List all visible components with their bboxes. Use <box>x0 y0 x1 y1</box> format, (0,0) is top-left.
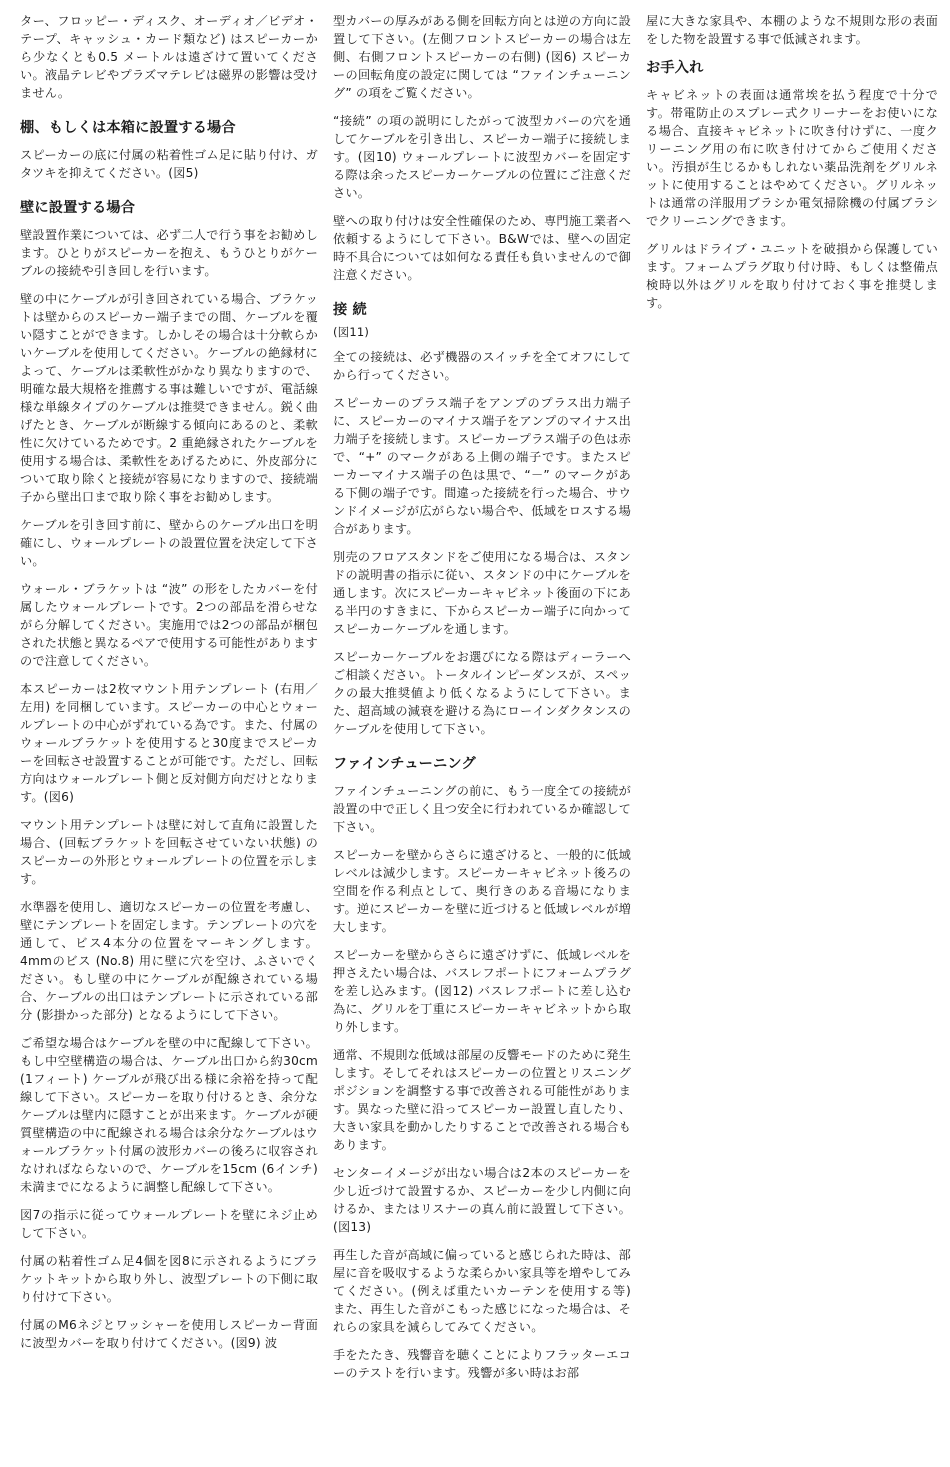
paragraph: グリルはドライブ・ユニットを破損から保護しています。フォームプラグ取り付け時、もしくは整備点検時以外はグリルを取り付けておく事を推奨します。 <box>646 242 938 310</box>
paragraph: 屋に大きな家具や、本棚のような不規則な形の表面をした物を設置する事で低減されます。 <box>646 14 938 46</box>
paragraph: 壁設置作業については、必ず二人で行う事をお勧めします。ひとりがスピーカーを抱え、もうひとりがケーブルの接続や引き回しを行います。 <box>20 228 318 278</box>
paragraph: キャビネットの表面は通常埃を払う程度で十分です。帯電防止のスプレー式クリーナーをお使いになる場合、直接キャビネットに吹き付けずに、一度クリーニング用の布に吹き付けてからご使用ください。汚損が生じるかもしれない薬品洗剤をグリルネットに使用することはやめてください。グリルネットは通常の洋服用ブラシか電気掃除機の付属ブラシでクリーニングできます。 <box>646 88 938 228</box>
column-1 <box>20 12 318 1362</box>
heading-wall-install: 壁に設置する場合 <box>20 200 136 216</box>
column-2 <box>333 12 631 1392</box>
heading-connection: 接 続 <box>333 302 367 318</box>
paragraph: 付属の粘着性ゴム足4個を図8に示されるようにブラケットキットから取り外し、波型プレートの下側に取り付けて下さい。 <box>20 1254 318 1304</box>
figure-reference: (図11) <box>333 325 370 339</box>
heading-care: お手入れ <box>646 60 704 76</box>
paragraph: 本スピーカーは2枚マウント用テンプレート (右用／左用) を同梱しています。スピーカーの中心とウォールプレートの中心がずれている為です。また、付属のウォールブラケットを使用すると30度までスピーカーを回転させ設置することが可能です。ただし、回転方向はウォールプレート側と反対側方向だけとなります。(図6) <box>20 682 318 804</box>
paragraph: ご希望な場合はケーブルを壁の中に配線して下さい。もし中空壁構造の場合は、ケーブル出口から約30cm (1フィート) ケーブルが飛び出る様に余裕を持って配線して下さい。スピーカーを取り付けるとき、余分なケーブルは壁内に隠すことが出来ます。ケーブルが硬質壁構造の中に配線される場合は余分なケーブルはウォールブラケット付属の波形カバーの後ろに収容されなければならないので、ケーブルを15cm (6インチ) 未満までになるように調整し配線して下さい。 <box>20 1036 318 1194</box>
paragraph: スピーカーを壁からさらに遠ざけずに、低域レベルを押さえたい場合は、バスレフポートにフォームプラグを差し込みます。(図12) バスレフポートに差し込む為に、グリルを丁重にスピーカーキャビネットから取り外します。 <box>333 948 631 1034</box>
paragraph: マウント用テンプレートは壁に対して直角に設置した場合、(回転ブラケットを回転させていない状態) のスピーカーの外形とウォールプレートの位置を示します。 <box>20 818 318 886</box>
paragraph: 手をたたき、残響音を聴くことによりフラッターエコーのテストを行います。残響が多い時はお部 <box>333 1348 631 1380</box>
paragraph: “接続” の項の説明にしたがって波型カバーの穴を通してケーブルを引き出し、スピーカー端子に接続します。(図10) ウォールプレートに波型カバーを固定する際は余ったスピーカーケーブルの位置にご注意ください。 <box>333 114 631 200</box>
paragraph: 壁の中にケーブルが引き回されている場合、ブラケットは壁からのスピーカー端子までの間、ケーブルを覆い隠すことができます。しかしその場合は十分軟らかいケーブルを使用してください。ケーブルの絶縁材によって、ケーブルは柔軟性がかなり異なりますので、明確な最大規格を推薦する事は難しいですが、電話線様な単線タイプのケーブルは推奨できません。鋭く曲げたとき、ケーブルが断線する傾向にあるのと、柔軟性に欠けているためです。2 重絶縁されたケーブルを使用する場合は、柔軟性をあげるために、外皮部分について取り除くと接続が容易になりますので、接続端子から壁出口まで取り除く事をお勧めします。 <box>20 292 318 504</box>
column-3 <box>646 12 938 322</box>
paragraph: スピーカーを壁からさらに遠ざけると、一般的に低域レベルは減少します。スピーカーキャビネット後ろの空間を作る利点として、奥行きのある音場になります。逆にスピーカーを壁に近づけると低域レベルが増大します。 <box>333 848 631 934</box>
paragraph: 付属のM6ネジとワッシャーを使用しスピーカー背面に波型カバーを取り付けてください。(図9) 波 <box>20 1318 318 1350</box>
paragraph-intro-continued: ター、フロッピー・ディスク、オーディオ／ビデオ・テープ、キャッシュ・カード類など) はスピーカーから少なくとも0.5 メートルは遠ざけて置いてください。液晶テレビやプラズマテレビは磁界の影響は受けません。 <box>20 14 318 100</box>
paragraph: 通常、不規則な低域は部屋の反響モードのために発生します。そしてそれはスピーカーの位置とリスニングポジションを調整する事で改善される可能性があります。異なった壁に沿ってスピーカー設置し直したり、大きい家具を動かしたりすることで改善される場合もあります。 <box>333 1048 631 1152</box>
paragraph: 再生した音が高域に偏っていると感じられた時は、部屋に音を吸収するような柔らかい家具等を増やしてみてください。(例えば重たいカーテンを使用する等) また、再生した音がこもった感じになった場合は、それらの家具を減らしてみてください。 <box>333 1248 631 1334</box>
paragraph: スピーカーケーブルをお選びになる際はディーラーへご相談ください。トータルインピーダンスが、スペックの最大推奨値より低くなるようにして下さい。また、超高域の減衰を避ける為にローインダクタンスのケーブルを使用して下さい。 <box>333 650 631 736</box>
paragraph: 型カバーの厚みがある側を回転方向とは逆の方向に設置して下さい。(左側フロントスピーカーの場合は左側、右側フロントスピーカーの右側) (図6) スピーカーの回転角度の設定に関しては “ファインチューニング” の項をご覧ください。 <box>333 14 631 100</box>
paragraph: 別売のフロアスタンドをご使用になる場合は、スタンドの説明書の指示に従い、スタンドの中にケーブルを通します。次にスピーカーキャビネット後面の下にある半円のすきまに、下からスピーカー端子に向かってスピーカーケーブルを通します。 <box>333 550 631 636</box>
paragraph-shelf: スピーカーの底に付属の粘着性ゴム足に貼り付け、ガタツキを抑えてください。(図5) <box>20 148 318 180</box>
paragraph: ケーブルを引き回す前に、壁からのケーブル出口を明確にし、ウォールプレートの設置位置を決定して下さい。 <box>20 518 318 568</box>
paragraph: 壁への取り付けは安全性確保のため、専門施工業者へ依頼するようにして下さい。B&Wでは、壁への固定時不具合については如何なる責任も負いませんので御注意ください。 <box>333 214 631 282</box>
paragraph: 図7の指示に従ってウォールプレートを壁にネジ止めして下さい。 <box>20 1208 318 1240</box>
heading-shelf-install: 棚、もしくは本箱に設置する場合 <box>20 120 236 136</box>
paragraph: スピーカーのプラス端子をアンプのプラス出力端子に、スピーカーのマイナス端子をアンプのマイナス出力端子を接続します。スピーカープラス端子の色は赤で、“+” のマークがある上側の端子です。またスピーカーマイナス端子の色は黒で、“－” のマークがある下側の端子です。間違った接続を行った場合、サウンドイメージが広がらない場合や、低域をロスする場合があります。 <box>333 396 631 536</box>
paragraph: 水準器を使用し、適切なスピーカーの位置を考慮し、壁にテンプレートを固定します。テンプレートの穴を通して、ビス4本分の位置をマーキングします。4mmのビス (No.8) 用に壁に穴を空け、ふさいでください。もし壁の中にケーブルが配線されている場合、ケーブルの出口はテンプレートに示されている部分 (影掛かった部分) となるようにして下さい。 <box>20 900 318 1022</box>
paragraph: ウォール・ブラケットは “波” の形をしたカバーを付属したウォールプレートです。2つの部品を滑らせながら分解してください。実施用では2つの部品が梱包された状態と異なるペアで使用する可能性がありますので注意してください。 <box>20 582 318 668</box>
paragraph: センターイメージが出ない場合は2本のスピーカーを少し近づけて設置するか、スピーカーを少し内側に向けるか、またはリスナーの真ん前に設置して下さい。(図13) <box>333 1166 631 1234</box>
paragraph: ファインチューニングの前に、もう一度全ての接続が設置の中で正しく且つ安全に行われているか確認して下さい。 <box>333 784 631 834</box>
paragraph: 全ての接続は、必ず機器のスイッチを全てオフにしてから行ってください。 <box>333 350 631 382</box>
heading-fine-tuning: ファインチューニング <box>333 756 476 772</box>
